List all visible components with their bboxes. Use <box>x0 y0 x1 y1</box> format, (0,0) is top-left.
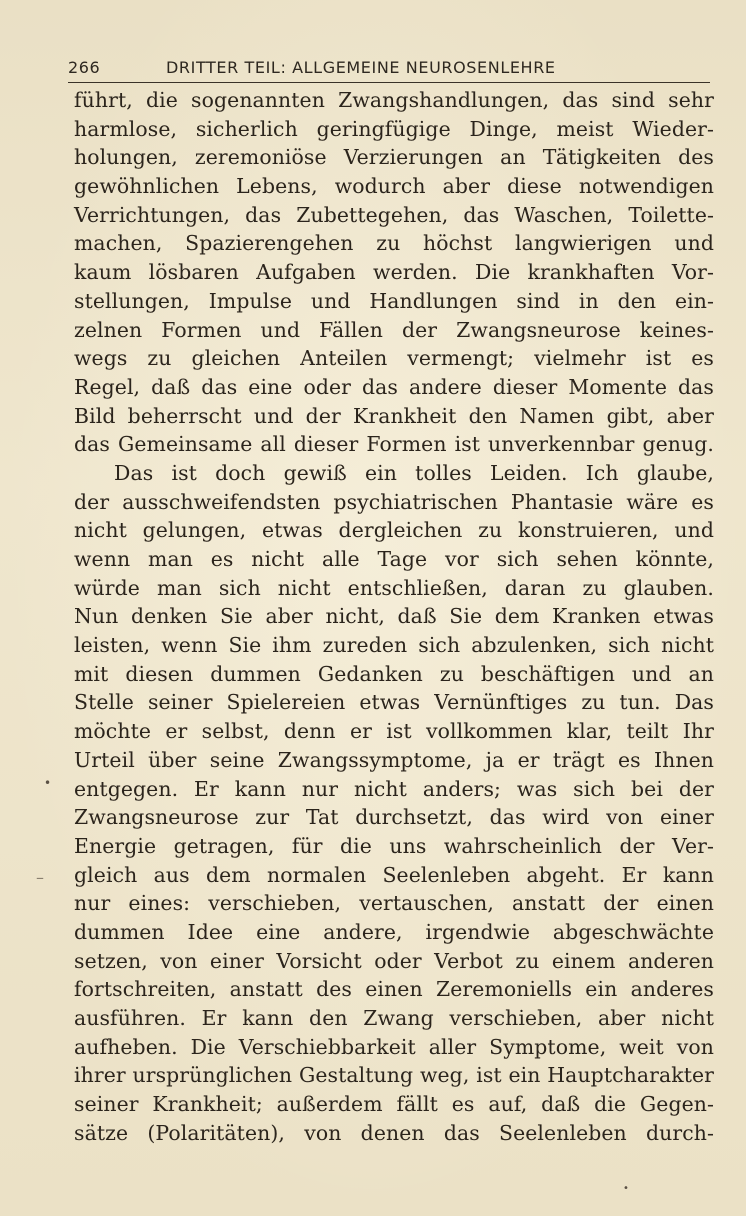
text-line: ausführen. Er kann den Zwang verschieben, aber nicht <box>74 1006 714 1030</box>
body-text <box>74 86 714 1147</box>
text-line: setzen, von einer Vorsicht oder Verbot zu einem anderen <box>74 948 714 973</box>
text-line: Zwangsneurose zur Tat durchsetzt, das wird von einer <box>74 805 714 830</box>
text-line: fortschreiten, anstatt des einen Zeremoniells ein anderes <box>74 977 714 1002</box>
text-line: nicht gelungen, etwas dergleichen zu konstruieren, und <box>74 518 714 543</box>
text-line: dummen Idee eine andere, irgendwie abgeschwächte <box>74 919 714 944</box>
text-line: Verrichtungen, das Zubettegehen, das Waschen, Toilette- <box>74 202 714 227</box>
text-line: leisten, wenn Sie ihm zureden sich abzulenken, sich nicht <box>74 633 714 658</box>
text-line: entgegen. Er kann nur nicht anders; was sich bei der <box>74 776 714 801</box>
page-header <box>68 58 710 82</box>
text-line: würde man sich nicht entschließen, daran zu glauben. <box>74 575 714 600</box>
text-line: Nun denken Sie aber nicht, daß Sie dem Kranken etwas <box>74 604 714 629</box>
text-line: harmlose, sicherlich geringfügige Dinge, meist Wieder- <box>74 116 714 141</box>
text-line: holungen, zeremoniöse Verzierungen an Tätigkeiten des <box>74 145 714 170</box>
text-line: sätze (Polaritäten), von denen das Seelenleben durch- <box>74 1120 714 1145</box>
text-line: nur eines: verschieben, vertauschen, anstatt der einen <box>74 891 714 916</box>
text-line: das Gemeinsame all dieser Formen ist unverkennbar genug. <box>74 432 714 457</box>
text-line: mit diesen dummen Gedanken zu beschäftigen und an <box>74 661 714 686</box>
text-line: aufheben. Die Verschiebbarkeit aller Symptome, weit von <box>74 1034 714 1059</box>
text-line: der ausschweifendsten psychiatrischen Phantasie wäre es <box>74 489 714 514</box>
text-line: ihrer ursprünglichen Gestaltung weg, ist ein Hauptcharakter <box>74 1063 714 1088</box>
text-line: stellungen, Impulse und Handlungen sind in den ein- <box>74 288 714 313</box>
text-line: Bild beherrscht und der Krankheit den Namen gibt, aber <box>74 403 714 428</box>
text-line: kaum lösbaren Aufgaben werden. Die krankhaften Vor- <box>74 260 714 285</box>
text-line: Stelle seiner Spielereien etwas Vernünftiges zu tun. Das <box>74 690 714 715</box>
text-line: Energie getragen, für die uns wahrscheinlich der Ver- <box>74 833 714 858</box>
text-line: Urteil über seine Zwangssymptome, ja er trägt es Ihnen <box>74 747 714 772</box>
text-line: gleich aus dem normalen Seelenleben abgeht. Er kann <box>74 862 714 887</box>
text-line: führt, die sogenannten Zwangshandlungen, das sind sehr <box>74 88 714 112</box>
paper-speck: • <box>623 1183 629 1194</box>
header-rule <box>68 82 710 83</box>
running-head: DRITTER TEIL: ALLGEMEINE NEUROSENLEHRE <box>166 58 556 77</box>
text-line: wenn man es nicht alle Tage vor sich sehen könnte, <box>74 547 714 571</box>
page-number: 266 <box>68 58 101 77</box>
text-line: wegs zu gleichen Anteilen vermengt; vielmehr ist es <box>74 346 714 371</box>
text-line: gewöhnlichen Lebens, wodurch aber diese notwendigen <box>74 174 714 199</box>
text-line: zelnen Formen und Fällen der Zwangsneurose keines- <box>74 317 714 342</box>
text-line: seiner Krankheit; außerdem fällt es auf, daß die Gegen- <box>74 1092 714 1117</box>
text-line: machen, Spazierengehen zu höchst langwierigen und <box>74 231 714 256</box>
margin-dot: • <box>44 776 52 790</box>
margin-dash: – <box>36 868 44 887</box>
text-line: Regel, daß das eine oder das andere dieser Momente das <box>74 374 714 399</box>
text-line: möchte er selbst, denn er ist vollkommen klar, teilt Ihr <box>74 719 714 744</box>
paragraph-first-line: Das ist doch gewiß ein tolles Leiden. Ich glaube, <box>114 460 714 485</box>
